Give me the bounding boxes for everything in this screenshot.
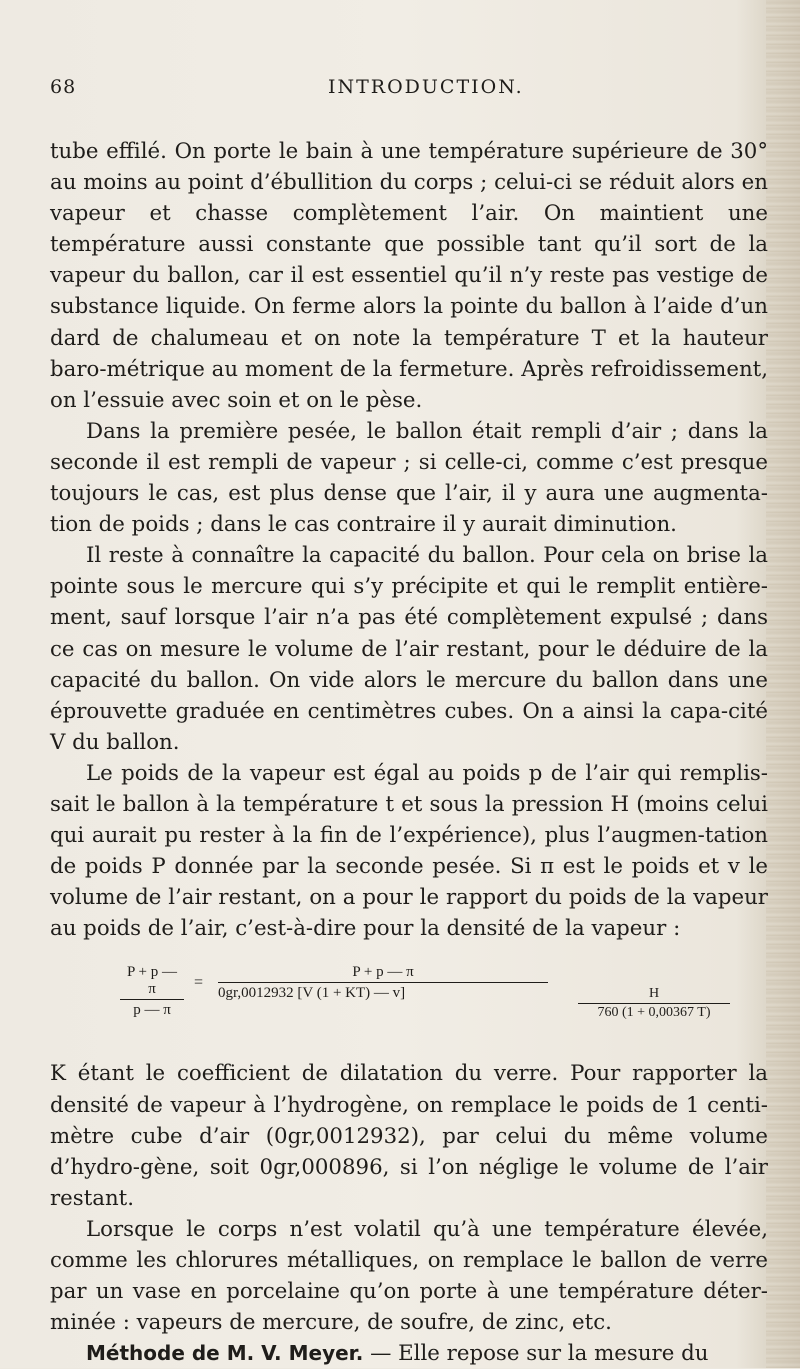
paragraph-3: Il reste à connaître la capacité du ballon. Pour cela on brise la pointe sous le mercure qui s’y précipite et qui le remplit entière-ment, sauf lorsque l’air n’a pas été complètement expulsé ; dans ce cas on mesure le volume de l’air restant, pour le déduire de la capacité du ballon. On vide alors le mercure du ballon dans une éprouvette graduée en centimètres cubes. On a ainsi la capa-cité V du ballon.	[50, 543, 768, 755]
body-text	[50, 136, 768, 1369]
formula-h-numerator: H	[578, 986, 730, 1004]
paragraph-7	[50, 1338, 768, 1369]
running-title: INTRODUCTION.	[328, 76, 524, 98]
paragraph-6: Lorsque le corps n’est volatil qu’à une température élevée, comme les chlorures métalliques, on remplace le ballon de verre par un vase en porcelaine qu’on porte à une température déter-minée : vapeurs de mercure, de soufre, de zinc, etc.	[50, 1216, 768, 1336]
formula-right-numerator: P + p — π	[218, 964, 548, 983]
formula-equals: =	[194, 974, 204, 992]
paragraph-7-text: — Elle repose sur la mesure du	[363, 1341, 709, 1367]
page-edge	[766, 0, 800, 1368]
formula-left-numerator: P + p — π	[120, 964, 184, 1000]
formula-right-denominator: 0gr,0012932 [V (1 + KT) — v]	[218, 985, 406, 1002]
formula-right-fraction	[218, 964, 548, 1002]
section-heading-meyer: Méthode de M. V. Meyer.	[86, 1341, 364, 1366]
paragraph-4: Le poids de la vapeur est égal au poids p de l’air qui remplis-sait le ballon à la température t et sous la pression H (moins celui qui aurait pu rester à la fin de l’expérience), plus l’augmen-tation de poids P donnée par la seconde pesée. Si π est le poids et v le volume de l’air restant, on a pour le rapport du poids de la vapeur au poids de l’air, c’est-à-dire pour la densité de la vapeur :	[50, 760, 768, 942]
paragraph-1: tube effilé. On porte le bain à une température supérieure de 30° au moins au point d’ébullition du corps ; celui-ci se réduit alors en vapeur et chasse complètement l’air. On maintient une température aussi constante que possible tant qu’il sort de la vapeur du ballon, car il est essentiel qu’il n’y reste pas vestige de substance liquide. On ferme alors la pointe du ballon à l’aide d’un dard de chalumeau et on note la température T et la hauteur baro-métrique au moment de la fermeture. Après refroidissement, on l’essuie avec soin et on le pèse.	[50, 139, 768, 413]
formula-pressure-fraction	[578, 986, 730, 1021]
paragraph-5: K étant le coefficient de dilatation du verre. Pour rapporter la densité de vapeur à l’hydrogène, on remplace le poids de 1 centi-mètre cube d’air (0gr,0012932), par celui du même volume d’hydro-gène, soit 0gr,000896, si l’on néglige le volume de l’air restant.	[50, 1061, 768, 1211]
formula-h-denominator: 760 (1 + 0,00367 T)	[597, 1005, 711, 1021]
paragraph-2: Dans la première pesée, le ballon était rempli d’air ; dans la seconde il est rempli de vapeur ; si celle-ci, comme c’est presque toujours le cas, est plus dense que l’air, il y aura une augmenta-tion de poids ; dans le cas contraire il y aurait diminution.	[50, 418, 768, 538]
formula-left-fraction	[120, 964, 184, 1019]
density-formula	[50, 964, 768, 1042]
page-number: 68	[50, 76, 77, 98]
page-header	[0, 76, 800, 106]
formula-left-denominator: p — π	[133, 1002, 171, 1019]
